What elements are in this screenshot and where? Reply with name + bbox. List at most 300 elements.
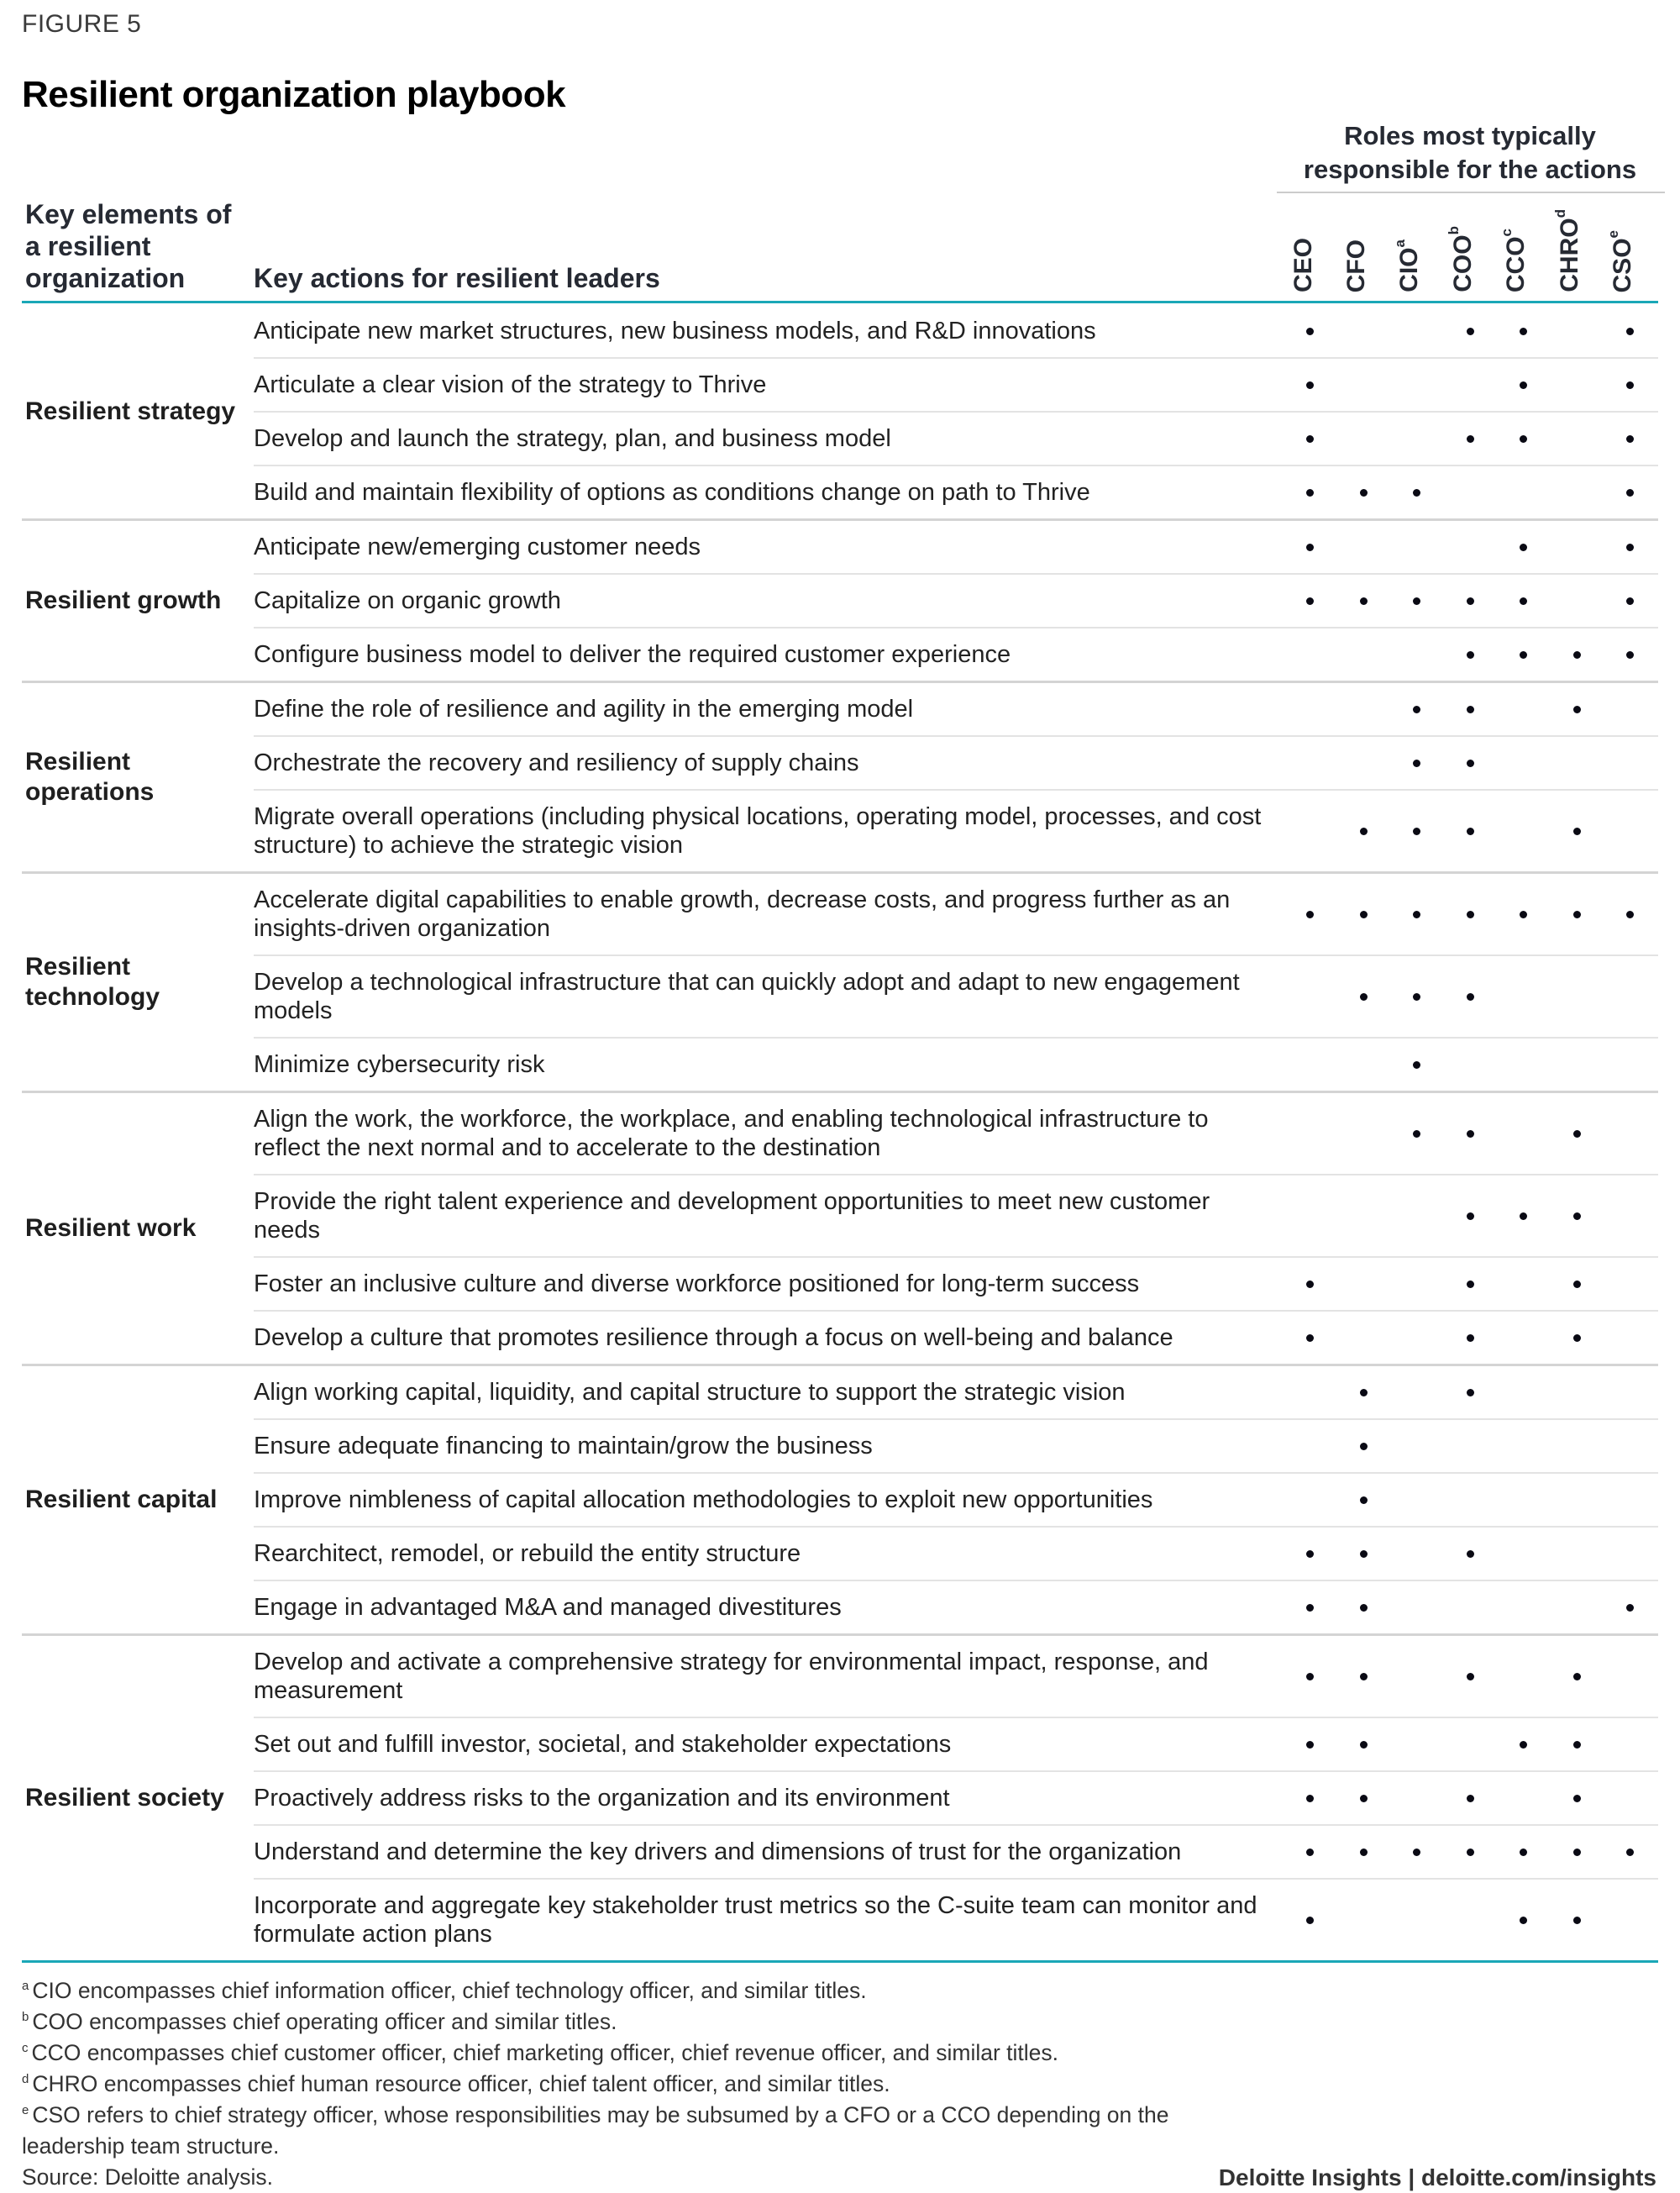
responsibility-dot <box>1306 544 1314 551</box>
responsibility-dot <box>1360 1741 1368 1749</box>
role-cell-coo <box>1444 1664 1498 1689</box>
table-row <box>254 413 1658 466</box>
action-text: Define the role of resilience and agility in the emerging model <box>254 696 914 723</box>
responsibility-dot <box>1360 911 1368 918</box>
action-text: Provide the right talent experience and development opportunities to meet new customer needs <box>254 1188 1210 1244</box>
role-cell-chro <box>1551 1271 1604 1296</box>
section-label: Resilient technology <box>25 953 160 1011</box>
responsibility-dot <box>1573 1281 1581 1288</box>
role-cell-chro <box>1551 1541 1604 1566</box>
responsibility-dot <box>1306 1795 1314 1802</box>
action-text: Engage in advantaged M&A and managed divestitures <box>254 1594 842 1621</box>
responsibility-dot <box>1573 828 1581 835</box>
role-cell-cfo <box>1337 1732 1391 1757</box>
role-cell-cco <box>1497 1907 1551 1933</box>
role-cell-cfo <box>1337 426 1391 451</box>
responsibility-dot <box>1520 597 1527 605</box>
responsibility-dot <box>1573 706 1581 713</box>
responsibility-dot <box>1520 544 1527 551</box>
responsibility-dot <box>1467 911 1474 918</box>
header-rule <box>22 301 1658 303</box>
role-cell-cfo <box>1337 1121 1391 1146</box>
responsibility-dot <box>1573 1795 1581 1802</box>
role-cell-chro <box>1551 480 1604 505</box>
role-dots <box>1284 1839 1657 1864</box>
responsibility-dot <box>1306 1917 1314 1924</box>
responsibility-dot <box>1413 911 1420 918</box>
responsibility-dot <box>1306 381 1314 389</box>
role-cell-cio <box>1390 1664 1444 1689</box>
responsibility-dot <box>1413 1849 1420 1856</box>
role-dots <box>1284 1052 1657 1077</box>
role-dots <box>1284 318 1657 344</box>
role-cell-chro <box>1551 1380 1604 1405</box>
footnote <box>22 1975 1198 2006</box>
table-row <box>254 1528 1658 1581</box>
role-cell-ceo <box>1284 697 1337 722</box>
role-cell-coo <box>1444 902 1498 927</box>
action-text: Orchestrate the recovery and resiliency of supply chains <box>254 749 859 776</box>
responsibility-dot <box>1360 1496 1368 1504</box>
role-cell-coo <box>1444 1907 1498 1933</box>
role-dots <box>1284 372 1657 397</box>
responsibility-dot <box>1306 1281 1314 1288</box>
role-cell-cco <box>1497 534 1551 560</box>
role-cell-cco <box>1497 1121 1551 1146</box>
role-cell-cio <box>1390 1732 1444 1757</box>
role-cell-coo <box>1444 480 1498 505</box>
section-resilient-society <box>22 1636 1658 1960</box>
role-cell-cco <box>1497 588 1551 613</box>
responsibility-dot <box>1467 435 1474 443</box>
table-row <box>254 1772 1658 1826</box>
footnote-mark: e <box>22 2103 29 2118</box>
responsibility-dot <box>1467 1795 1474 1802</box>
role-cell-cio <box>1390 1203 1444 1228</box>
role-cell-cfo <box>1337 1595 1391 1620</box>
role-cell-cso <box>1604 318 1657 344</box>
responsibility-dot <box>1306 1849 1314 1856</box>
role-cell-chro <box>1551 902 1604 927</box>
action-text: Ensure adequate financing to maintain/grow the business <box>254 1433 873 1459</box>
responsibility-dot <box>1573 911 1581 918</box>
role-dots <box>1284 1380 1657 1405</box>
role-name: CIO <box>1395 247 1423 292</box>
section-rows <box>254 521 1658 681</box>
role-cell-chro <box>1551 588 1604 613</box>
role-cell-ceo <box>1284 1541 1337 1566</box>
responsibility-dot <box>1626 328 1634 335</box>
responsibility-dot <box>1360 1443 1368 1450</box>
responsibility-dot <box>1467 1212 1474 1220</box>
action-text: Align working capital, liquidity, and capital structure to support the strategic vision <box>254 1379 1126 1406</box>
role-cell-cco <box>1497 1203 1551 1228</box>
role-cell-cco <box>1497 750 1551 776</box>
role-cell-coo <box>1444 697 1498 722</box>
section-resilient-capital <box>22 1366 1658 1636</box>
role-cell-cso <box>1604 1839 1657 1864</box>
role-cell-coo <box>1444 372 1498 397</box>
role-cell-cio <box>1390 818 1444 844</box>
role-cell-ceo <box>1284 1664 1337 1689</box>
role-label <box>1448 226 1478 292</box>
role-cell-cio <box>1390 1487 1444 1512</box>
role-cell-ceo <box>1284 372 1337 397</box>
role-cell-cso <box>1604 984 1657 1009</box>
role-cell-cio <box>1390 480 1444 505</box>
role-cell-cio <box>1390 642 1444 667</box>
action-text: Accelerate digital capabilities to enable growth, decrease costs, and progress further as an insights-driven organization <box>254 886 1231 942</box>
responsibility-dot <box>1306 328 1314 335</box>
action-text: Set out and fulfill investor, societal, and stakeholder expectations <box>254 1731 952 1758</box>
role-label <box>1605 229 1638 292</box>
section-rows <box>254 1636 1658 1960</box>
footnote <box>22 2100 1198 2162</box>
section-label: Resilient capital <box>25 1486 218 1513</box>
role-cell-cio <box>1390 902 1444 927</box>
responsibility-dot <box>1626 1604 1634 1612</box>
role-cell-chro <box>1551 426 1604 451</box>
action-text: Develop a technological infrastructure that can quickly adopt and adapt to new engagement models <box>254 969 1240 1024</box>
responsibility-dot <box>1467 651 1474 659</box>
role-dots <box>1284 902 1657 927</box>
role-name: CSO <box>1609 237 1636 292</box>
role-cell-chro <box>1551 1052 1604 1077</box>
role-cell-coo <box>1444 1325 1498 1350</box>
role-cell-cfo <box>1337 318 1391 344</box>
role-cell-cio <box>1390 1839 1444 1864</box>
table-row <box>254 359 1658 413</box>
role-cell-ceo <box>1284 818 1337 844</box>
role-cell-ceo <box>1284 1907 1337 1933</box>
role-cell-ceo <box>1284 1325 1337 1350</box>
table-bottom-rule <box>22 1960 1658 1963</box>
roles-divider <box>1277 192 1665 193</box>
responsibility-dot <box>1626 597 1634 605</box>
footnote-mark: a <box>22 1979 29 1994</box>
role-dots <box>1284 1433 1657 1459</box>
role-cell-cso <box>1604 1487 1657 1512</box>
responsibility-dot <box>1467 1281 1474 1288</box>
role-cell-cco <box>1497 1487 1551 1512</box>
role-cell-cso <box>1604 588 1657 613</box>
role-cell-cco <box>1497 1325 1551 1350</box>
credit-line: Deloitte Insights | deloitte.com/insights <box>1218 2164 1656 2190</box>
role-cell-cso <box>1604 1595 1657 1620</box>
action-text: Foster an inclusive culture and diverse workforce positioned for long-term success <box>254 1270 1140 1297</box>
responsibility-dot <box>1306 1673 1314 1680</box>
footnote-text: CCO encompasses chief customer officer, chief marketing officer, chief revenue officer, and similar titles. <box>31 2040 1058 2065</box>
role-cell-cfo <box>1337 1487 1391 1512</box>
role-cell-cfo <box>1337 1203 1391 1228</box>
role-cell-chro <box>1551 1907 1604 1933</box>
table-row <box>254 1366 1658 1420</box>
role-cell-cio <box>1390 534 1444 560</box>
role-cell-cco <box>1497 426 1551 451</box>
responsibility-dot <box>1360 828 1368 835</box>
role-note-mark: a <box>1392 239 1408 248</box>
footnote-mark: d <box>22 2072 29 2087</box>
responsibility-dot <box>1573 1741 1581 1749</box>
table-row <box>254 1258 1658 1312</box>
responsibility-dot <box>1467 760 1474 767</box>
role-name: CFO <box>1342 239 1370 292</box>
role-cell-coo <box>1444 1595 1498 1620</box>
role-cell-cco <box>1497 1380 1551 1405</box>
role-dots <box>1284 588 1657 613</box>
responsibility-dot <box>1626 435 1634 443</box>
table-row <box>254 1636 1658 1718</box>
role-label <box>1341 239 1372 292</box>
footnotes <box>22 1975 1198 2193</box>
responsibility-dot <box>1626 651 1634 659</box>
role-dots <box>1284 1203 1657 1228</box>
role-cell-cio <box>1390 1271 1444 1296</box>
role-cell-coo <box>1444 588 1498 613</box>
role-cell-cso <box>1604 426 1657 451</box>
action-text: Minimize cybersecurity risk <box>254 1051 545 1078</box>
role-cell-ceo <box>1284 1487 1337 1512</box>
footnote-mark: c <box>22 2041 29 2056</box>
role-cell-chro <box>1551 1121 1604 1146</box>
role-cell-cco <box>1497 1541 1551 1566</box>
action-text: Capitalize on organic growth <box>254 587 561 614</box>
role-cell-ceo <box>1284 750 1337 776</box>
section-label: Resilient society <box>25 1784 224 1812</box>
role-cell-cso <box>1604 1907 1657 1933</box>
role-note-mark: e <box>1605 229 1621 238</box>
responsibility-dot <box>1520 1741 1527 1749</box>
section-rows <box>254 1093 1658 1364</box>
responsibility-dot <box>1573 1334 1581 1342</box>
role-cell-chro <box>1551 1839 1604 1864</box>
role-cell-ceo <box>1284 588 1337 613</box>
table-row <box>254 521 1658 575</box>
role-dots <box>1284 1487 1657 1512</box>
responsibility-dot <box>1306 1334 1314 1342</box>
role-cell-cso <box>1604 1380 1657 1405</box>
role-dots <box>1284 1541 1657 1566</box>
role-cell-ceo <box>1284 1433 1337 1459</box>
role-cell-chro <box>1551 697 1604 722</box>
role-dots <box>1284 1785 1657 1811</box>
responsibility-dot <box>1520 1849 1527 1856</box>
role-cell-cso <box>1604 750 1657 776</box>
role-note-mark: b <box>1446 226 1462 235</box>
role-header-ceo <box>1287 198 1320 292</box>
section-label: Resilient growth <box>25 586 222 614</box>
role-cell-cfo <box>1337 480 1391 505</box>
responsibility-dot <box>1520 651 1527 659</box>
role-cell-cfo <box>1337 1380 1391 1405</box>
role-dots <box>1284 1325 1657 1350</box>
role-note-mark: d <box>1552 209 1568 218</box>
role-cell-chro <box>1551 750 1604 776</box>
role-dots <box>1284 426 1657 451</box>
table-row <box>254 1312 1658 1364</box>
responsibility-dot <box>1467 993 1474 1001</box>
role-cell-chro <box>1551 318 1604 344</box>
role-cell-chro <box>1551 1595 1604 1620</box>
role-cell-coo <box>1444 1203 1498 1228</box>
action-text: Develop and activate a comprehensive strategy for environmental impact, response, and measurement <box>254 1649 1209 1704</box>
footnote-text: CIO encompasses chief information officer, chief technology officer, and similar titles. <box>32 1978 867 2003</box>
column-header-elements: Key elements of a resilient organization <box>25 199 232 293</box>
responsibility-dot <box>1467 1550 1474 1558</box>
role-cell-cio <box>1390 1907 1444 1933</box>
responsibility-dot <box>1413 597 1420 605</box>
role-cell-ceo <box>1284 1595 1337 1620</box>
table-row <box>254 683 1658 737</box>
role-cell-cio <box>1390 984 1444 1009</box>
role-cell-coo <box>1444 818 1498 844</box>
responsibility-dot <box>1360 1673 1368 1680</box>
responsibility-dot <box>1413 1061 1420 1069</box>
section-rows <box>254 874 1658 1091</box>
footnote-text: COO encompasses chief operating officer and similar titles. <box>32 2009 617 2034</box>
role-cell-cio <box>1390 318 1444 344</box>
role-cell-coo <box>1444 1121 1498 1146</box>
role-cell-ceo <box>1284 1380 1337 1405</box>
role-cell-cfo <box>1337 588 1391 613</box>
role-cell-cio <box>1390 372 1444 397</box>
role-cell-cso <box>1604 1433 1657 1459</box>
responsibility-dot <box>1467 1334 1474 1342</box>
section-rows <box>254 1366 1658 1633</box>
responsibility-dot <box>1467 597 1474 605</box>
roles-heading: Roles most typically responsible for the actions <box>1303 121 1637 184</box>
role-header-cso <box>1606 198 1640 292</box>
role-cell-cco <box>1497 902 1551 927</box>
role-cell-coo <box>1444 1433 1498 1459</box>
role-cell-cfo <box>1337 1433 1391 1459</box>
role-header-cio <box>1393 198 1426 292</box>
role-cell-cfo <box>1337 984 1391 1009</box>
role-cell-coo <box>1444 1785 1498 1811</box>
responsibility-dot <box>1306 489 1314 497</box>
role-cell-cfo <box>1337 697 1391 722</box>
role-dots <box>1284 1595 1657 1620</box>
role-cell-cfo <box>1337 642 1391 667</box>
responsibility-dot <box>1360 1795 1368 1802</box>
role-dots <box>1284 642 1657 667</box>
role-cell-cso <box>1604 642 1657 667</box>
role-cell-cco <box>1497 1271 1551 1296</box>
role-name: CEO <box>1289 237 1317 292</box>
role-cell-cco <box>1497 372 1551 397</box>
role-dots <box>1284 1907 1657 1933</box>
role-cell-coo <box>1444 1487 1498 1512</box>
role-cell-ceo <box>1284 318 1337 344</box>
role-label <box>1501 229 1531 292</box>
footnote-mark: b <box>22 2010 29 2025</box>
responsibility-dot <box>1520 435 1527 443</box>
action-text: Understand and determine the key drivers and dimensions of trust for the organization <box>254 1838 1182 1865</box>
role-cell-chro <box>1551 372 1604 397</box>
responsibility-dot <box>1360 489 1368 497</box>
role-cell-cio <box>1390 1595 1444 1620</box>
role-cell-cco <box>1497 1595 1551 1620</box>
role-cell-cfo <box>1337 1325 1391 1350</box>
table-row <box>254 1880 1658 1960</box>
table-row <box>254 737 1658 791</box>
responsibility-dot <box>1467 828 1474 835</box>
role-cell-chro <box>1551 984 1604 1009</box>
responsibility-dot <box>1413 993 1420 1001</box>
role-cell-cio <box>1390 1541 1444 1566</box>
responsibility-dot <box>1467 1849 1474 1856</box>
responsibility-dot <box>1306 1741 1314 1749</box>
figure-label: FIGURE 5 <box>22 10 142 38</box>
footnote-text: CHRO encompasses chief human resource officer, chief talent officer, and similar titles. <box>32 2071 890 2096</box>
responsibility-dot <box>1413 1130 1420 1138</box>
role-cell-cso <box>1604 1664 1657 1689</box>
responsibility-dot <box>1306 1604 1314 1612</box>
table-row <box>254 791 1658 871</box>
role-cell-cso <box>1604 1052 1657 1077</box>
role-cell-ceo <box>1284 984 1337 1009</box>
role-cell-cfo <box>1337 1785 1391 1811</box>
role-dots <box>1284 1664 1657 1689</box>
role-cell-cfo <box>1337 1664 1391 1689</box>
responsibility-dot <box>1573 651 1581 659</box>
role-cell-coo <box>1444 1541 1498 1566</box>
role-cell-cso <box>1604 697 1657 722</box>
role-cell-cco <box>1497 1664 1551 1689</box>
role-dots <box>1284 697 1657 722</box>
role-cell-cfo <box>1337 1052 1391 1077</box>
role-cell-coo <box>1444 1271 1498 1296</box>
role-cell-ceo <box>1284 534 1337 560</box>
role-cell-cco <box>1497 818 1551 844</box>
section-resilient-strategy <box>22 305 1658 521</box>
table-row <box>254 1718 1658 1772</box>
role-cell-coo <box>1444 642 1498 667</box>
role-cell-cio <box>1390 1052 1444 1077</box>
role-cell-coo <box>1444 984 1498 1009</box>
section-label: Resilient strategy <box>25 397 236 425</box>
role-cell-chro <box>1551 1664 1604 1689</box>
role-cell-coo <box>1444 750 1498 776</box>
role-cell-cso <box>1604 1785 1657 1811</box>
column-header-actions: Key actions for resilient leaders <box>254 263 660 293</box>
responsibility-dot <box>1413 706 1420 713</box>
role-dots <box>1284 1121 1657 1146</box>
section-rows <box>254 305 1658 518</box>
role-dots <box>1284 984 1657 1009</box>
responsibility-dot <box>1573 1212 1581 1220</box>
role-header-cfo <box>1340 198 1373 292</box>
role-cell-ceo <box>1284 1121 1337 1146</box>
role-header-coo <box>1446 198 1480 292</box>
responsibility-dot <box>1467 1389 1474 1396</box>
action-text: Rearchitect, remodel, or rebuild the entity structure <box>254 1540 801 1567</box>
action-text: Develop a culture that promotes resilience through a focus on well-being and balance <box>254 1324 1173 1351</box>
role-cell-ceo <box>1284 1732 1337 1757</box>
role-cell-cio <box>1390 697 1444 722</box>
responsibility-dot <box>1467 706 1474 713</box>
role-cell-ceo <box>1284 1052 1337 1077</box>
source-note: Source: Deloitte analysis. <box>22 2164 274 2190</box>
role-cell-cfo <box>1337 902 1391 927</box>
section-resilient-growth <box>22 521 1658 683</box>
responsibility-dot <box>1467 1673 1474 1680</box>
action-text: Articulate a clear vision of the strategy to Thrive <box>254 371 767 398</box>
table-row <box>254 1826 1658 1880</box>
role-cell-cso <box>1604 372 1657 397</box>
section-resilient-work <box>22 1093 1658 1366</box>
role-cell-cfo <box>1337 1541 1391 1566</box>
